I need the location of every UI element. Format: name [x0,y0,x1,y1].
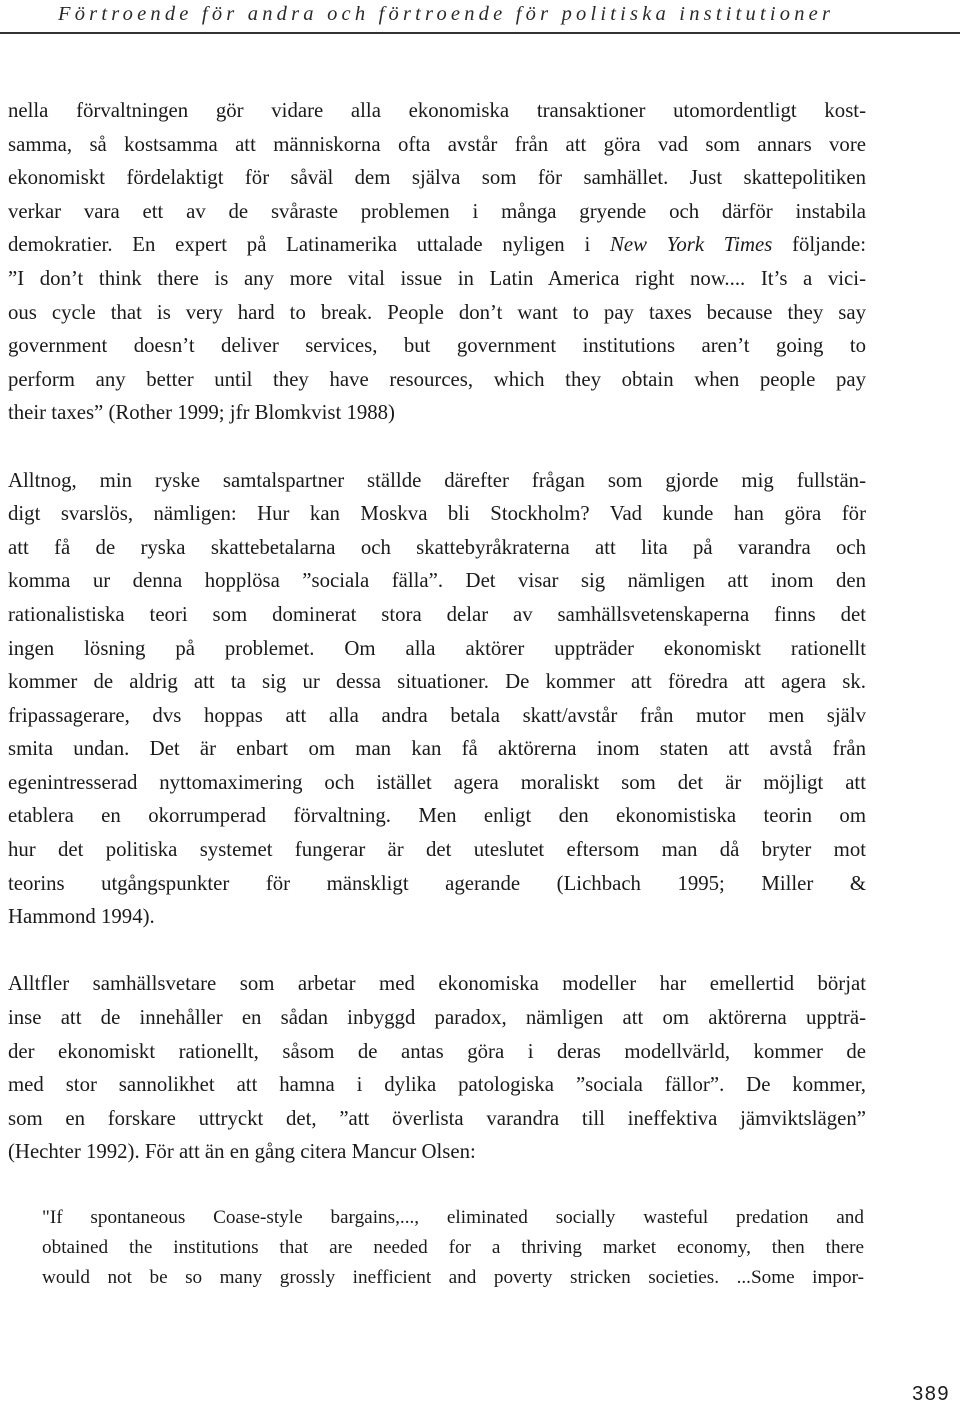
text-line: kommer de aldrig att ta sig ur dessa situationer. De kommer att föredra att agera sk. [8,670,866,694]
page-number: 389 [912,1383,950,1405]
body-text [8,94,866,1169]
paragraph-1 [8,94,866,430]
text-line: their taxes” (Rother 1999; jfr Blomkvist 1988) [8,401,395,425]
text-line: ekonomiskt fördelaktigt för såväl dem själva som för samhället. Just skattepolitiken [8,166,866,190]
text-line: Hammond 1994). [8,905,155,929]
quote-line: "If spontaneous Coase-style bargains,..., eliminated socially wasteful predation and [42,1207,864,1228]
text-line: ous cycle that is very hard to break. People don’t want to pay taxes because they say [8,300,866,324]
text-line: ingen lösning på problemet. Om alla aktörer uppträder ekonomiskt rationellt [8,636,866,660]
text-line: government doesn’t deliver services, but government institutions aren’t going to [8,334,866,358]
running-header: Förtroende för andra och förtroende för politiska institutioner [58,3,835,25]
text-line: rationalistiska teori som dominerat stora delar av samhällsvetenskaperna finns det [8,602,866,626]
block-quote [42,1203,864,1293]
paragraph-2 [8,464,866,934]
text-line: inse att de innehåller en sådan inbyggd paradox, nämligen att om aktörerna uppträ- [8,1006,866,1030]
text-line: Alltnog, min ryske samtalspartner ställde därefter frågan som gjorde mig fullstän- [8,468,866,492]
text-line: hur det politiska systemet fungerar är det uteslutet eftersom man då bryter mot [8,838,866,862]
text-line: perform any better until they have resources, which they obtain when people pay [8,367,866,391]
text-line: nella förvaltningen gör vidare alla ekonomiska transaktioner utomordentligt kost- [8,99,866,122]
quote-line: obtained the institutions that are needed for a thriving market economy, then there [42,1237,864,1258]
text-line: demokratier. En expert på Latinamerika uttalade nyligen i New York Times följande: [8,233,866,257]
text-line: Alltfler samhällsvetare som arbetar med ekonomiska modeller har emellertid börjat [8,972,866,996]
text-line: der ekonomiskt rationellt, såsom de antas göra i deras modellvärld, kommer de [8,1039,866,1063]
text-line: egenintresserad nyttomaximering och istället agera moraliskt som det är möjligt att [8,770,866,794]
paragraph-3 [8,967,866,1169]
text-line: samma, så kostsamma att människorna ofta avstår från att göra vad som annars vore [8,132,866,156]
text-line: digt svarslös, nämligen: Hur kan Moskva bli Stockholm? Vad kunde han göra för [8,502,866,526]
text-line: ”I don’t think there is any more vital issue in Latin America right now.... It’s a vici- [8,266,866,290]
text-line: som en forskare uttryckt det, ”att överlista varandra till ineffektiva jämviktslägen” [8,1106,866,1130]
quote-line: would not be so many grossly inefficient and poverty stricken societies. ...Some impor- [42,1267,864,1288]
text-line: teorins utgångspunkter för mänskligt agerande (Lichbach 1995; Miller & [8,871,866,895]
text-line: etablera en okorrumperad förvaltning. Men enligt den ekonomistiska teorin om [8,804,866,828]
text-line: fripassagerare, dvs hoppas att alla andra betala skatt/avstår från mutor men själv [8,703,866,727]
text-line: komma ur denna hopplösa ”sociala fälla”. Det visar sig nämligen att inom den [8,569,866,593]
text-line: (Hechter 1992). För att än en gång citera Mancur Olsen: [8,1140,476,1164]
text-line: verkar vara ett av de svåraste problemen i många gryende och därför instabila [8,199,866,223]
header-rule [0,32,960,34]
text-line: med stor sannolikhet att hamna i dylika patologiska ”sociala fällor”. De kommer, [8,1073,866,1097]
text-line: att få de ryska skattebetalarna och skattebyråkraterna att lita på varandra och [8,535,866,559]
text-line: smita undan. Det är enbart om man kan få aktörerna inom staten att avstå från [8,737,866,761]
